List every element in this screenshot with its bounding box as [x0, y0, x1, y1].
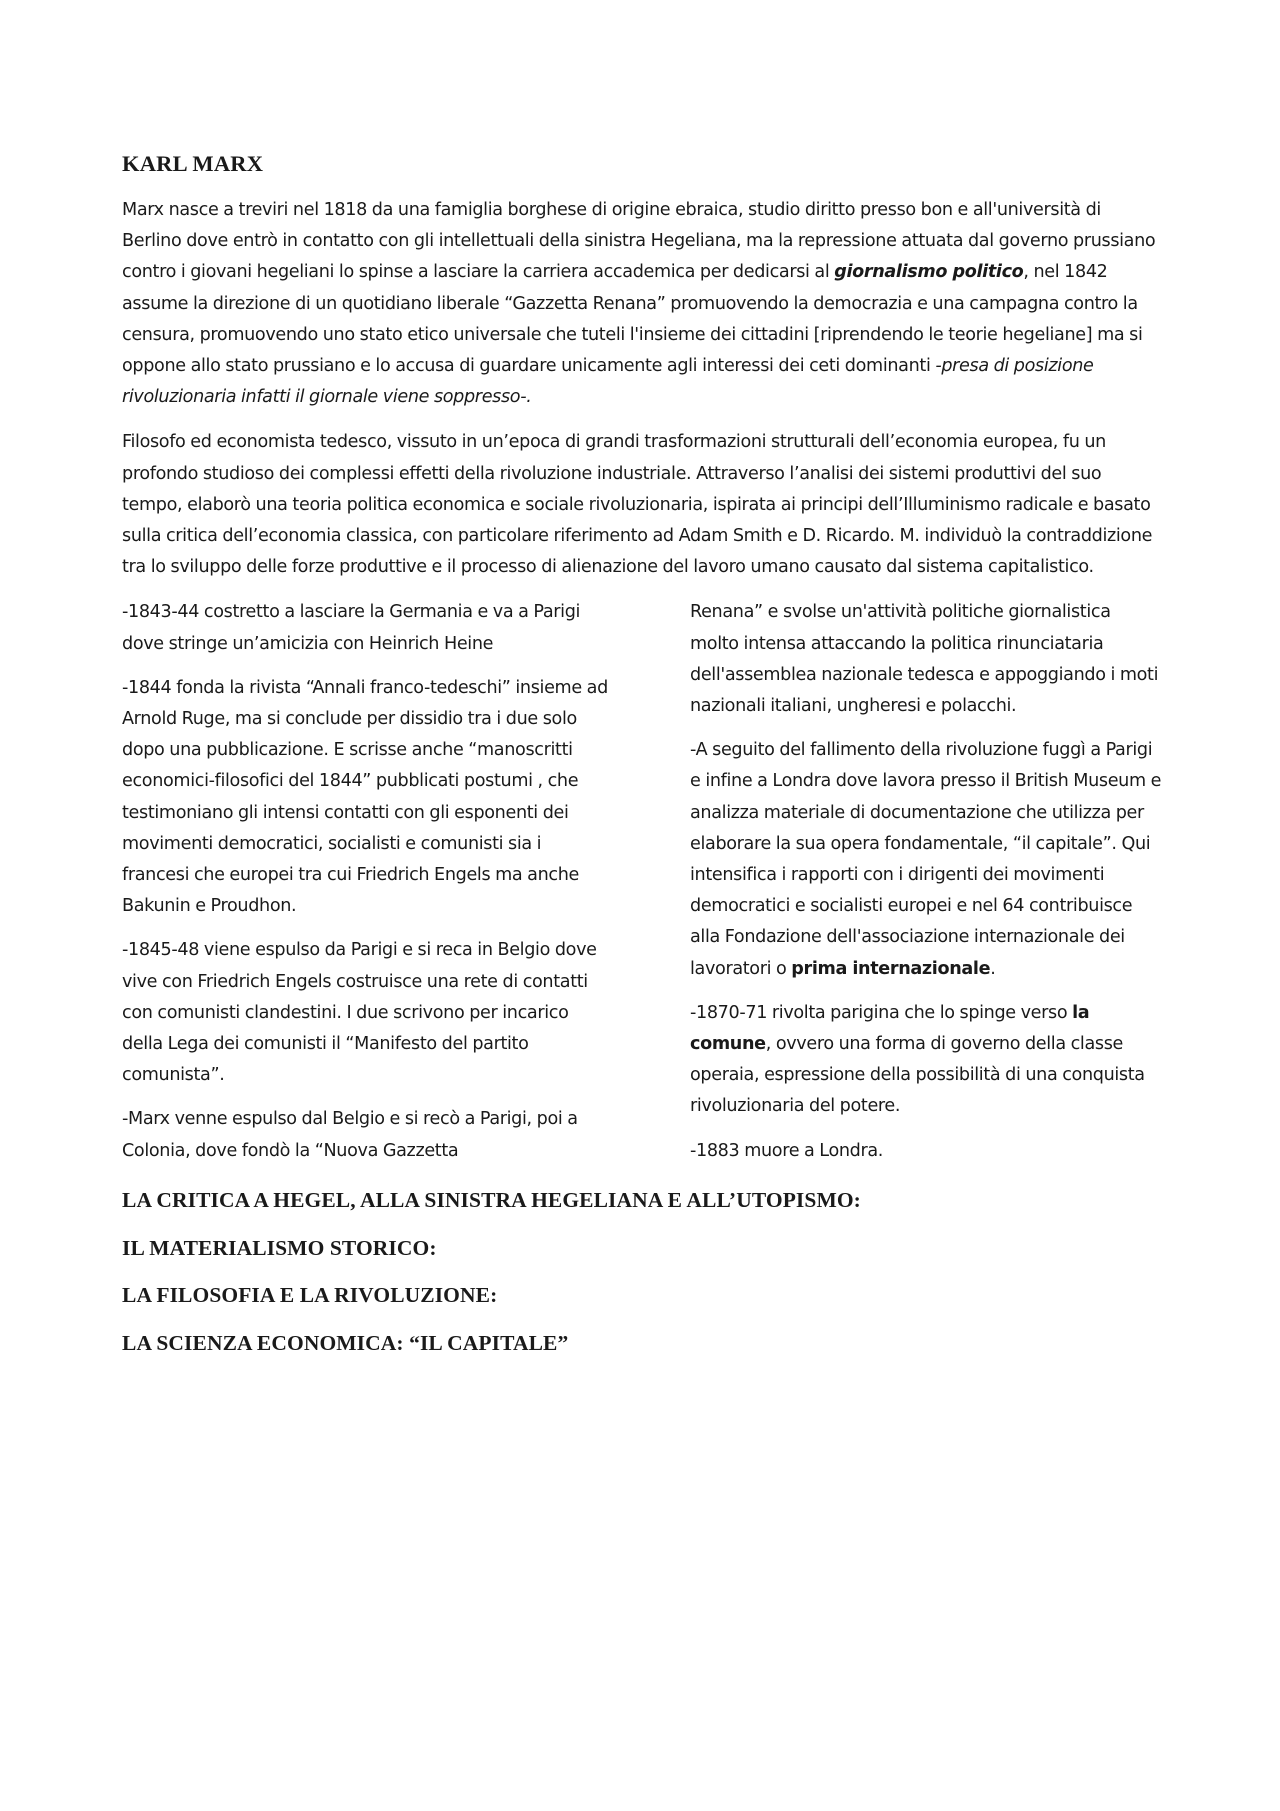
- two-column-section: [122, 597, 1163, 1179]
- emphasis-prima-internazionale: prima internazionale: [791, 958, 991, 979]
- emphasis-presa-di-posizione: -presa di posizione rivoluzionaria infatti il giornale viene soppresso-.: [122, 356, 1094, 408]
- timeline-text: -1870-71 rivolta parigina che lo spinge verso: [690, 1002, 1073, 1023]
- emphasis-giornalismo: giornalismo politico: [834, 262, 1024, 283]
- emphasis-la-comune: la comune: [690, 1002, 1090, 1055]
- page-title: KARL MARX: [122, 151, 264, 176]
- timeline-1843: -1843-44 costretto a lasciare la Germania e va a Parigi dove stringe un’amicizia con Heinrich Heine: [122, 602, 581, 654]
- section-heading-critica: LA CRITICA A HEGEL, ALLA SINISTRA HEGELIANA E ALL’UTOPISMO:: [122, 1187, 861, 1212]
- timeline-renana: Renana” e svolse un'attività politiche giornalistica molto intensa attaccando la politica rinunciataria dell'assemblea nazionale tedesca e appoggiando i moti nazionali italiani, ungheresi e polacchi.: [690, 602, 1159, 717]
- timeline-1845: -1845-48 viene espulso da Parigi e si reca in Belgio dove vive con Friedrich Engels costruisce una rete di contatti con comunisti clandestini. I due scrivono per incarico della Lega dei comunisti il “Manifesto del partito comunista”.: [122, 940, 597, 1086]
- timeline-1844: -1844 fonda la rivista “Annali franco-tedeschi” insieme ad Arnold Ruge, ma si conclude per dissidio tra i due solo dopo una pubblicazione. E scrisse anche “manoscritti economici-filosofici del 1844” pubblicati postumi , che testimoniano gli intensi contatti con gli esponenti dei movimenti democratici, socialisti e comunisti sia i francesi che europei tra cui Friedrich Engels ma anche Bakunin e Proudhon.: [122, 677, 608, 917]
- intro-paragraph-2: Filosofo ed economista tedesco, vissuto in un’epoca di grandi trasformazioni strutturali dell’economia europea, fu un profondo studioso dei complessi effetti della rivoluzione industriale. Attraverso l’analisi dei sistemi produttivi del suo tempo, elaborò una teoria politica economica e sociale rivoluzionaria, ispirata ai principi dell’Illuminismo radicale e basato sulla critica dell’economia classica, con particolare riferimento ad Adam Smith e D. Ricardo. M. individuò la contraddizione tra lo sviluppo delle forze produttive e il processo di alienazione del lavoro umano causato dal sistema capitalistico.: [122, 432, 1153, 578]
- intro-paragraph-1: [122, 195, 1163, 413]
- timeline-text: .: [990, 958, 996, 979]
- section-heading-filosofia: LA FILOSOFIA E LA RIVOLUZIONE:: [122, 1283, 498, 1308]
- right-column: [690, 597, 1163, 1179]
- intro-text: , nel 1842 assume la direzione di un quotidiano liberale “Gazzetta Renana” promuovendo la democrazia e una campagna contro la censura, promuovendo uno stato etico universale che tuteli l'insieme dei cittadini [riprendendo le teorie hegeliane] ma si oppone allo stato prussiano e lo accusa di guardare unicamente agli interessi dei ceti dominanti: [122, 262, 1143, 377]
- left-column: [122, 597, 609, 1179]
- timeline-1870: [690, 998, 1163, 1123]
- timeline-belgio: -Marx venne espulso dal Belgio e si recò a Parigi, poi a Colonia, dove fondò la “Nuova Gazzetta: [122, 1109, 578, 1161]
- timeline-text: -A seguito del fallimento della rivoluzione fuggì a Parigi e infine a Londra dove lavora presso il British Museum e analizza materiale di documentazione che utilizza per elaborare la sua opera fondamentale, “il capitale”. Qui intensifica i rapporti con i dirigenti dei movimenti democratici e socialisti europei e nel 64 contribuisce alla Fondazione dell'associazione internazionale dei lavoratori o: [690, 740, 1162, 979]
- section-headings: [122, 1188, 1163, 1357]
- section-heading-scienza-economica: LA SCIENZA ECONOMICA: “IL CAPITALE”: [122, 1331, 569, 1356]
- section-heading-materialismo: IL MATERIALISMO STORICO:: [122, 1235, 437, 1260]
- timeline-text: , ovvero una forma di governo della classe operaia, espressione della possibilità di una conquista rivoluzionaria del potere.: [690, 1034, 1145, 1117]
- timeline-londra: [690, 735, 1163, 985]
- timeline-1883: -1883 muore a Londra.: [690, 1140, 884, 1161]
- intro-text: Marx nasce a treviri nel 1818 da una famiglia borghese di origine ebraica, studio diritto presso bon e all'università di Berlino dove entrò in contatto con gli intellettuali della sinistra Hegeliana, ma la repressione attuata dal governo prussiano contro i giovani hegeliani lo spinse a lasciare la carriera accademica per dedicarsi al: [122, 200, 1156, 283]
